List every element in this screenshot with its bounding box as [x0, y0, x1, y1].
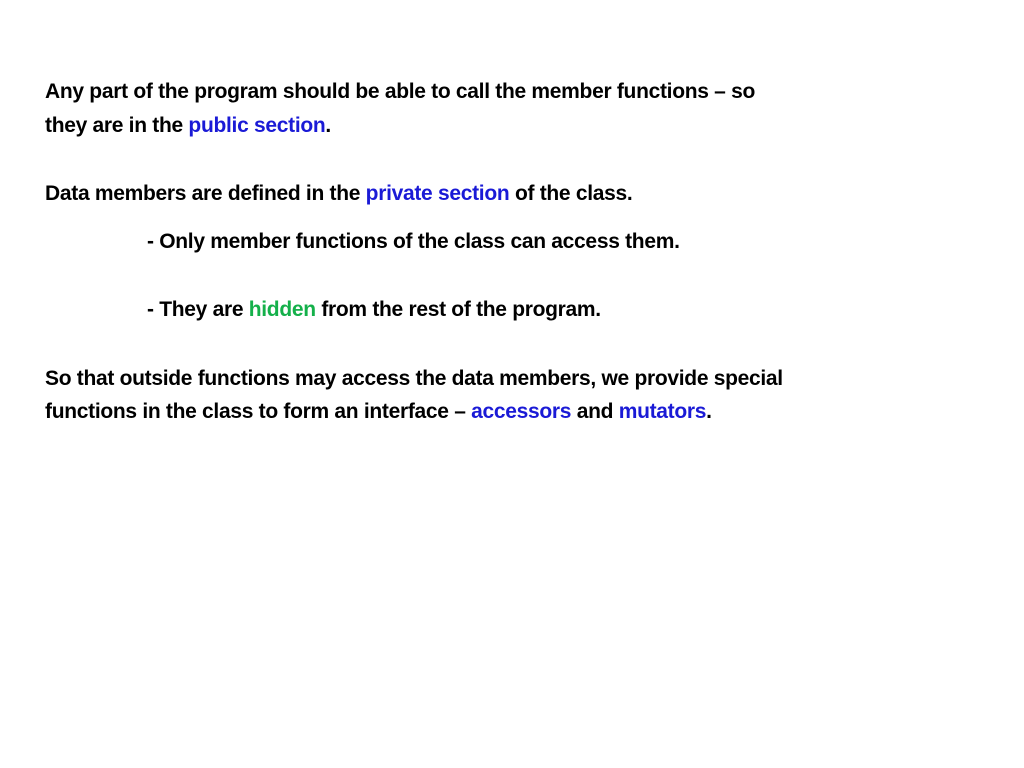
bullet-hidden: [147, 298, 601, 322]
para1-line1: [45, 80, 755, 104]
para1-line2: [45, 114, 331, 138]
bullet1-text: - Only member functions of the class can access them.: [147, 230, 680, 253]
para3-line2: [45, 400, 712, 424]
para2-line: [45, 182, 632, 206]
mutators-highlight: mutators: [618, 400, 707, 423]
para1-line2-post: .: [325, 114, 331, 137]
para3-and: and: [571, 400, 619, 423]
para3-line1-text: So that outside functions may access the data members, we provide special: [45, 367, 783, 390]
para2-post: of the class.: [509, 182, 633, 205]
hidden-highlight: hidden: [248, 298, 316, 321]
bullet2-post: from the rest of the program.: [315, 298, 601, 321]
para3-line2-pre: functions in the class to form an interface –: [45, 400, 472, 423]
bullet2-pre: - They are: [147, 298, 249, 321]
bullet-only-member-functions: [147, 230, 680, 254]
accessors-highlight: accessors: [471, 400, 572, 423]
para2-pre: Data members are defined in the: [45, 182, 366, 205]
public-section-highlight: public section: [188, 114, 326, 137]
para1-line1-text: Any part of the program should be able to call the member functions – so: [45, 80, 756, 103]
para1-line2-pre: they are in the: [45, 114, 189, 137]
private-section-highlight: private section: [365, 182, 510, 205]
para3-line1: [45, 367, 783, 391]
para3-end: .: [706, 400, 712, 423]
